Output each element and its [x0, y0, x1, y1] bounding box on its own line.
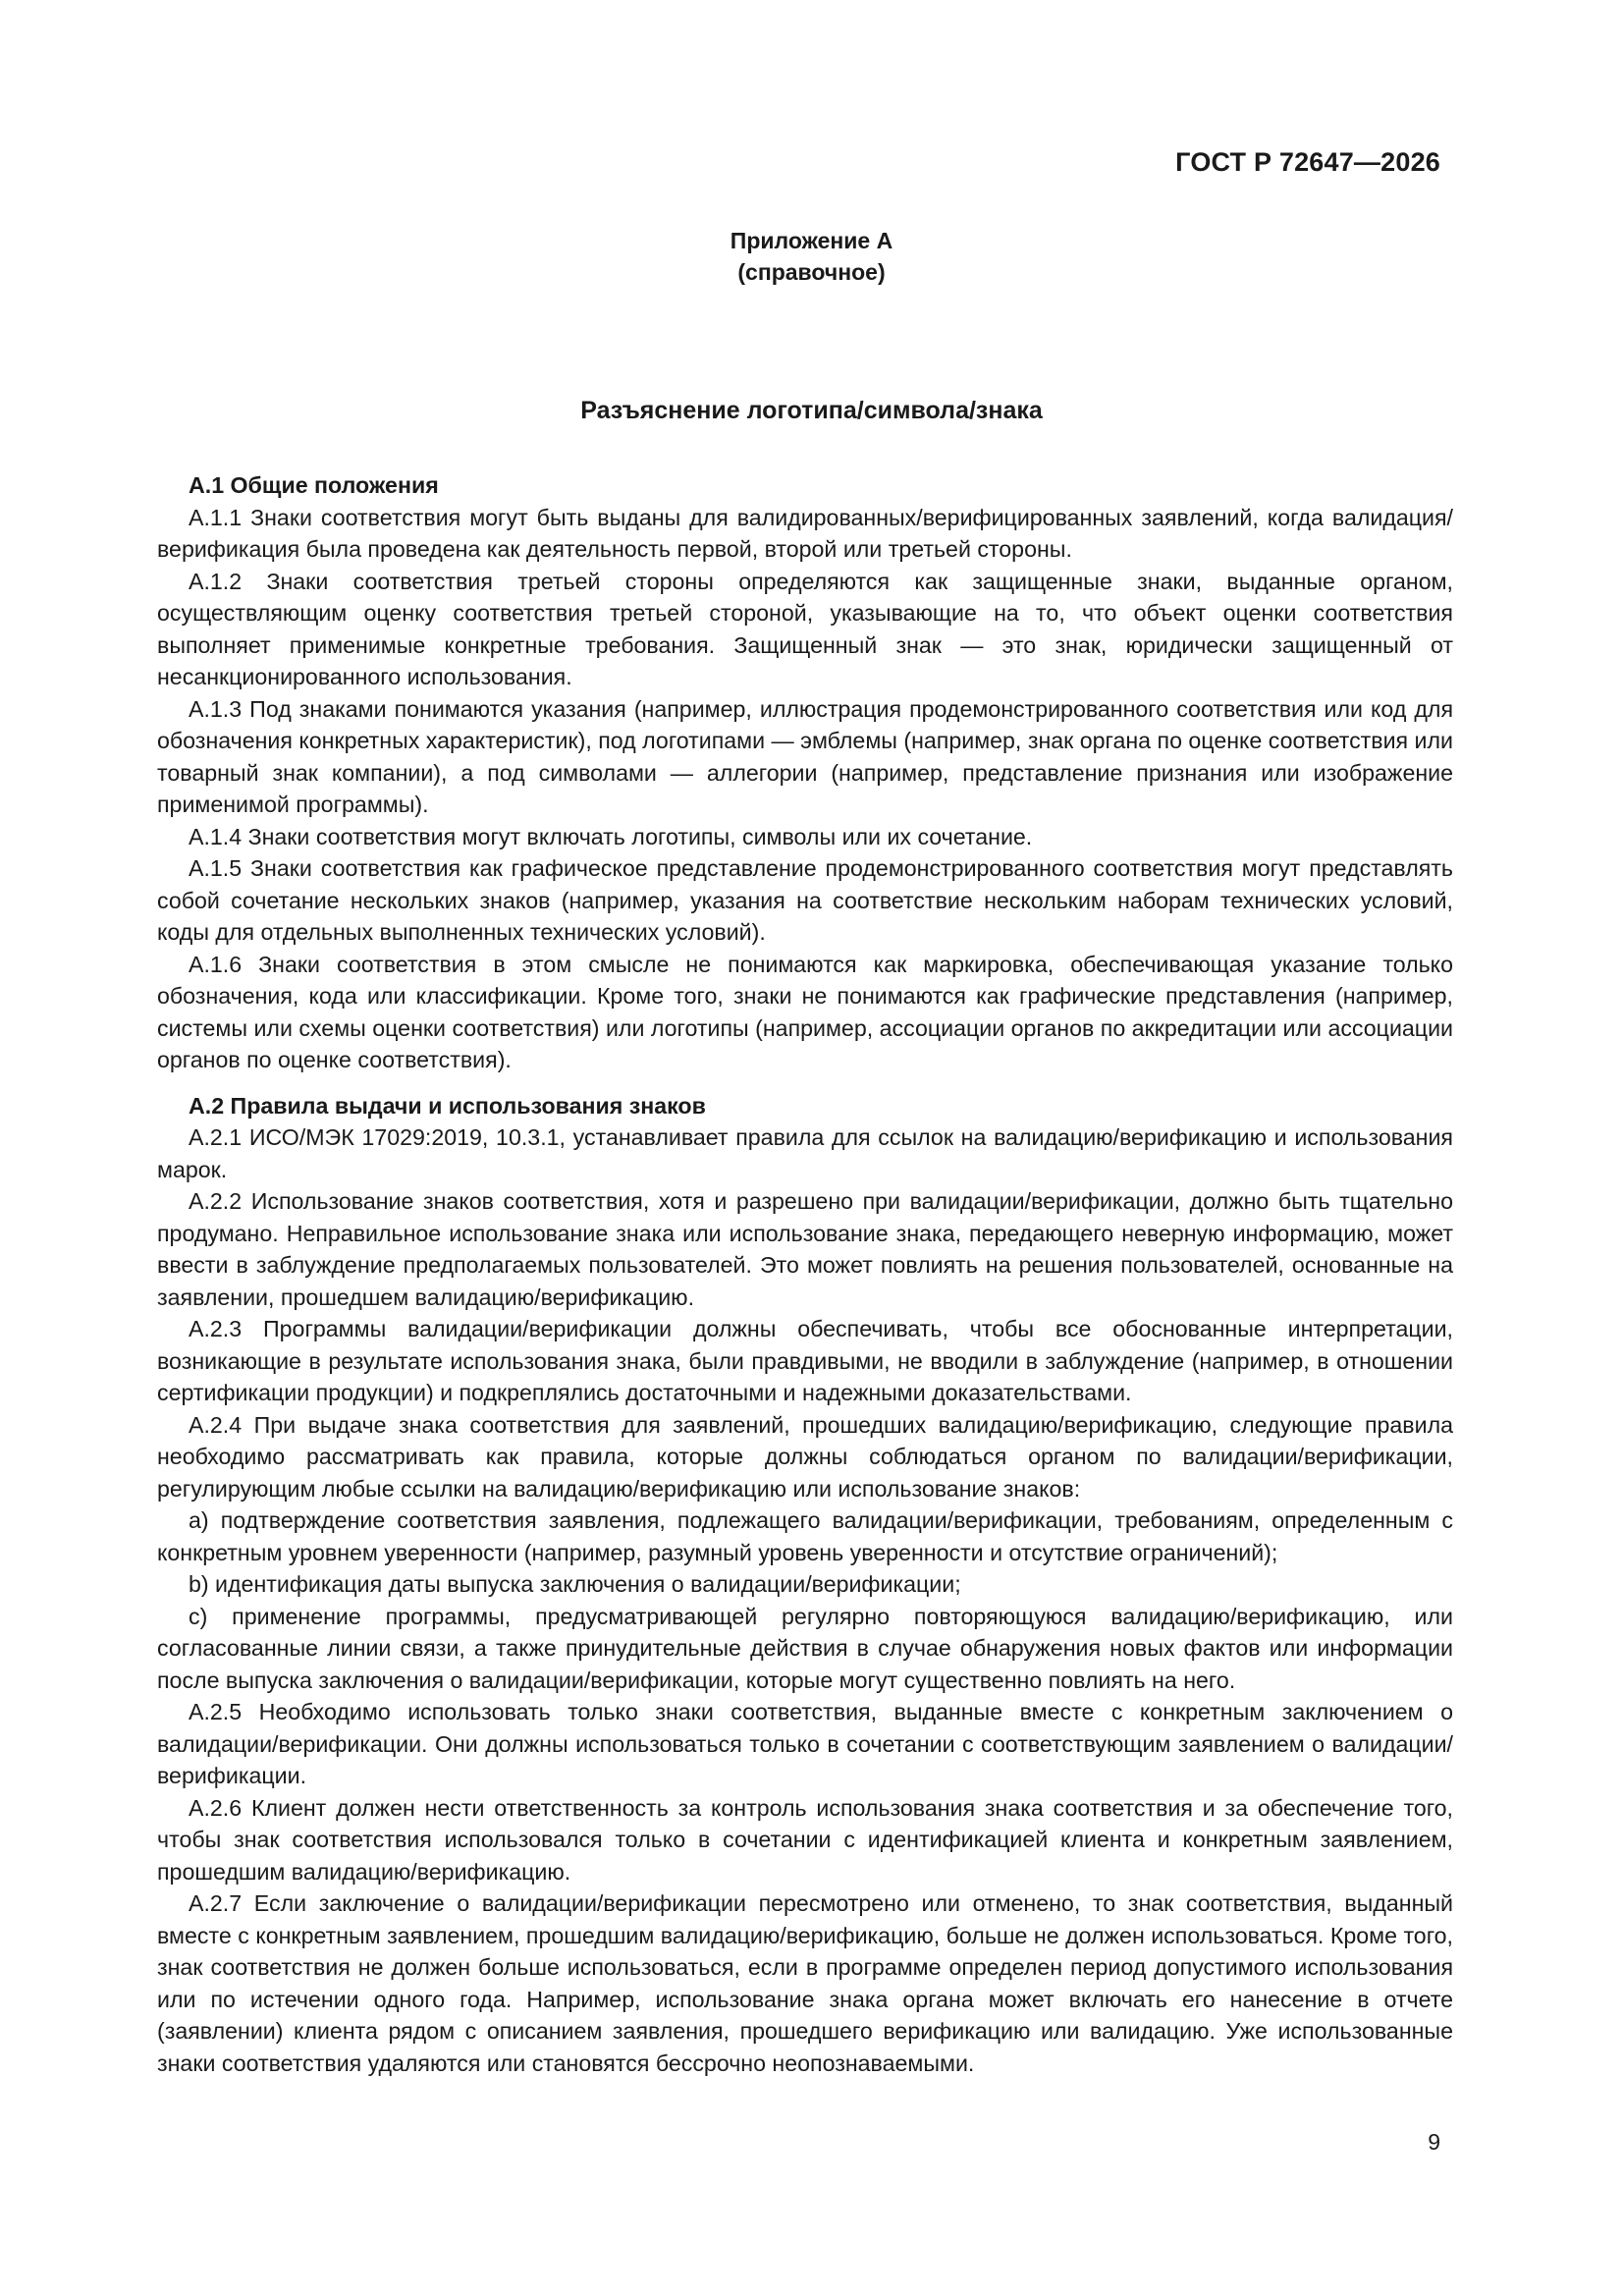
list-item: b) идентификация даты выпуска заключения о валидации/верификации;	[189, 1571, 961, 1597]
paragraph: А.2.2 Использование знаков соответствия, хотя и разрешено при валидации/верификации, должно быть тщательно продумано. Неправильное использование знака или использование знака, передающего неверную информацию, может ввести в заблуждение предполагаемых пользователей. Это может повлиять на решения пользователей, основанные на заявлении, прошедшем валидацию/верификацию.	[157, 1188, 1453, 1310]
paragraph: А.1.1 Знаки соответствия могут быть выданы для валидированных/верифицированных заявлений, когда валидация/верификация была проведена как деятельность первой, второй или третьей стороны.	[157, 504, 1453, 562]
paragraph: А.1.5 Знаки соответствия как графическое представление продемонстрированного соответствия могут представлять собой сочетание нескольких знаков (например, указания на соответствие нескольким наборам технических условий, коды для отдельных выполненных технических условий).	[157, 855, 1453, 945]
paragraph: А.1.4 Знаки соответствия могут включать логотипы, символы или их сочетание.	[189, 823, 1033, 849]
document-body	[157, 469, 1453, 2079]
paragraph: А.2.3 Программы валидации/верификации должны обеспечивать, чтобы все обоснованные интерпретации, возникающие в результате использования знака, были правдивыми, не вводили в заблуждение (например, в отношении сертификации продукции) и подкреплялись достаточными и надежными доказательствами.	[157, 1316, 1453, 1405]
paragraph: А.1.6 Знаки соответствия в этом смысле не понимаются как маркировка, обеспечивающая указание только обозначения, кода или классификации. Кроме того, знаки не понимаются как графические представления (например, системы или схемы оценки соответствия) или логотипы (например, ассоциации органов по аккредитации или ассоциации органов по оценке соответствия).	[157, 951, 1453, 1072]
paragraph: А.2.4 При выдаче знака соответствия для заявлений, прошедших валидацию/верификацию, следующие правила необходимо рассматривать как правила, которые должны соблюдаться органом по валидации/верификации, регулирующим любые ссылки на валидацию/верификацию или использование знаков:	[157, 1411, 1453, 1502]
section-heading: А.2 Правила выдачи и использования знаков	[189, 1092, 706, 1119]
appendix-heading	[0, 225, 1623, 288]
paragraph: А.2.7 Если заключение о валидации/верификации пересмотрено или отменено, то знак соответствия, выданный вместе с конкретным заявлением, прошедшим валидацию/верификацию, больше не должен использоваться. Кроме того, знак соответствия не должен больше использоваться, если в программе определен период допустимого использования или по истечении одного года. Например, использование знака органа может включать его нанесение в отчете (заявлении) клиента рядом с описанием заявления, прошедшего верификацию или валидацию. Уже использованные знаки соответствия удаляются или становятся бессрочно неопознаваемыми.	[157, 1890, 1453, 2076]
paragraph: А.1.2 Знаки соответствия третьей стороны определяются как защищенные знаки, выданные органом, осуществляющим оценку соответствия третьей стороной, указывающие на то, что объект оценки соответствия выполняет применимые конкретные требования. Защищенный знак — это знак, юридически защищенный от несанкционированного использования.	[157, 568, 1453, 689]
paragraph: А.2.6 Клиент должен нести ответственность за контроль использования знака соответствия и за обеспечение того, чтобы знак соответствия использовался только в сочетании с идентификацией клиента и конкретным заявлением, прошедшим валидацию/верификацию.	[157, 1794, 1453, 1885]
section-heading: А.1 Общие положения	[189, 472, 439, 498]
list-item: c) применение программы, предусматривающей регулярно повторяющуюся валидацию/верификацию, или согласованные линии связи, а также принудительные действия в случае обнаружения новых фактов или информации после выпуска заключения о валидации/верификации, которые могут существенно повлиять на него.	[157, 1603, 1453, 1693]
appendix-main-title: Разъяснение логотипа/символа/знака	[580, 397, 1043, 424]
appendix-subtitle: (справочное)	[737, 259, 886, 285]
page-number: 9	[1428, 2129, 1440, 2155]
paragraph: А.1.3 Под знаками понимаются указания (например, иллюстрация продемонстрированного соответствия или код для обозначения конкретных характеристик), под логотипами — эмблемы (например, знак органа по оценке соответствия или товарный знак компании), а под символами — аллегории (например, представление признания или изображение применимой программы).	[157, 695, 1453, 817]
list-item: a) подтверждение соответствия заявления, подлежащего валидации/верификации, требованиям, определенным с конкретным уровнем уверенности (например, разумный уровень уверенности и отсутствие ограничений);	[157, 1507, 1453, 1565]
document-id: ГОСТ Р 72647—2026	[1175, 147, 1440, 177]
paragraph: А.2.5 Необходимо использовать только знаки соответствия, выданные вместе с конкретным заключением о валидации/верификации. Они должны использоваться только в сочетании с соответствующим заявлением о валидации/верификации.	[157, 1699, 1453, 1788]
appendix-title: Приложение А	[730, 228, 893, 253]
paragraph: А.2.1 ИСО/МЭК 17029:2019, 10.3.1, устанавливает правила для ссылок на валидацию/верификацию и использования марок.	[157, 1124, 1453, 1182]
